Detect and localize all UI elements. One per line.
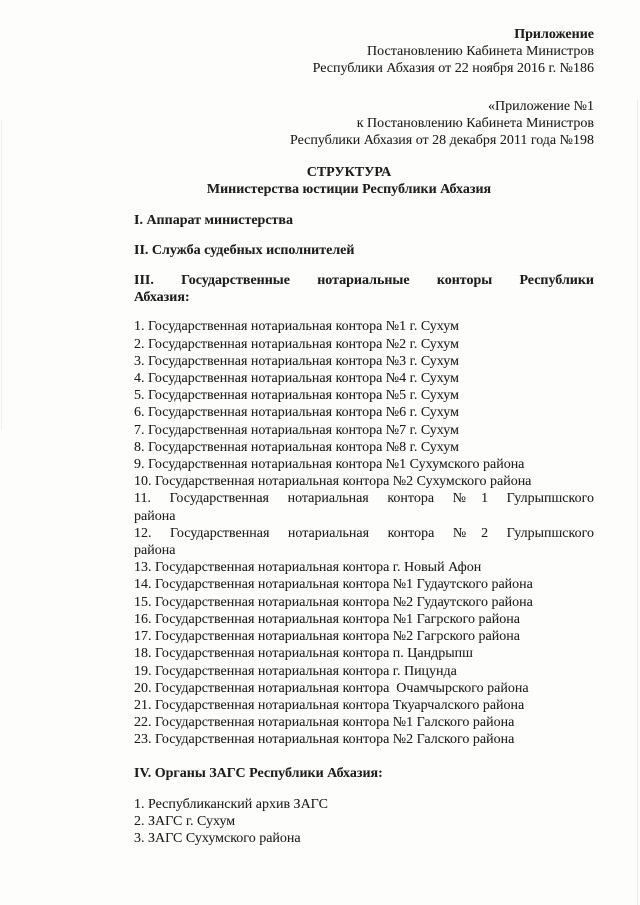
notary-office-item-continuation: района — [134, 508, 176, 524]
notary-office-item: 8. Государственная нотариальная контора №8 г. Сухум — [134, 439, 459, 455]
annex-2011-line: к Постановлению Кабинета Министров — [356, 115, 594, 131]
notary-office-item: 3. Государственная нотариальная контора №3 г. Сухум — [134, 353, 459, 369]
scan-artifact-line-left — [1, 120, 2, 430]
notary-office-item: 14. Государственная нотариальная контора №1 Гудаутского района — [134, 577, 533, 593]
notary-office-item: 7. Государственная нотариальная контора №7 г. Сухум — [134, 422, 459, 438]
notary-office-item: 21. Государственная нотариальная контора Ткуарчалского района — [134, 697, 525, 713]
annex-2011-header — [134, 98, 594, 150]
notary-office-item: 15. Государственная нотариальная контора №2 Гудаутского района — [134, 594, 533, 610]
annex-2016-line: Приложение — [514, 27, 594, 42]
notary-office-item: 22. Государственная нотариальная контора №1 Галского района — [134, 715, 515, 731]
notary-office-item: 23. Государственная нотариальная контора №2 Галского района — [134, 732, 515, 748]
zags-item: 2. ЗАГС г. Сухум — [134, 813, 236, 829]
annex-2011-line: «Приложение №1 — [488, 98, 594, 114]
section-heading-apparat: I. Аппарат министерства — [134, 212, 293, 228]
notary-office-item: 6. Государственная нотариальная контора №6 г. Сухум — [134, 405, 459, 421]
zags-list — [134, 796, 594, 848]
document-title-line2: Министерства юстиции Республики Абхазия — [206, 182, 492, 198]
notary-office-item: 2. Государственная нотариальная контора №2 г. Сухум — [134, 336, 459, 352]
notary-office-item: 13. Государственная нотариальная контора г. Новый Афон — [134, 560, 482, 576]
annex-2011-line: Республики Абхазия от 28 декабря 2011 года №198 — [289, 133, 594, 149]
annex-2016-line: Постановлению Кабинета Министров — [367, 44, 594, 60]
section-heading-bailiffs: II. Служба судебных исполнителей — [134, 242, 355, 258]
section-bailiffs — [134, 242, 594, 259]
notary-office-item: 12. Государственная нотариальная контора №2 Гулрыпшского — [134, 525, 594, 541]
notary-office-item: 5. Государственная нотариальная контора №5 г. Сухум — [134, 388, 459, 404]
notary-office-item: 10. Государственная нотариальная контора №2 Сухумского района — [134, 474, 532, 490]
section-heading-zags: IV. Органы ЗАГС Республики Абхазия: — [134, 765, 383, 781]
notary-office-list — [134, 318, 594, 748]
scan-artifact-line-right — [637, 100, 638, 905]
section-zags-heading — [134, 765, 594, 782]
notary-office-item: 20. Государственная нотариальная контора Очамчырского района — [134, 680, 529, 696]
section-apparat — [134, 212, 594, 229]
notary-office-item: 16. Государственная нотариальная контора №1 Гагрского района — [134, 611, 520, 627]
document-title — [134, 164, 594, 198]
notary-office-item: 4. Государственная нотариальная контора №4 г. Сухум — [134, 371, 459, 387]
notary-office-item: 17. Государственная нотариальная контора №2 Гагрского района — [134, 629, 520, 645]
zags-item: 3. ЗАГС Сухумского района — [134, 831, 301, 847]
annex-2016-header — [134, 26, 594, 78]
section-heading-notary-line1: III. Государственные нотариальные конторы Республики — [134, 273, 594, 289]
zags-item: 1. Республиканский архив ЗАГС — [134, 796, 328, 812]
notary-office-item: 18. Государственная нотариальная контора п. Цандрыпш — [134, 646, 473, 662]
notary-office-item: 19. Государственная нотариальная контора г. Пицунда — [134, 663, 457, 679]
notary-office-item: 9. Государственная нотариальная контора №1 Сухумского района — [134, 457, 525, 473]
document-title-line1: СТРУКТУРА — [306, 165, 392, 181]
notary-office-item: 1. Государственная нотариальная контора №1 г. Сухум — [134, 319, 459, 335]
section-heading-notary-line2: Абхазия: — [134, 290, 190, 306]
section-notary-heading — [134, 272, 594, 306]
notary-office-item: 11. Государственная нотариальная контора №1 Гулрыпшского — [134, 491, 594, 507]
annex-2016-line: Республики Абхазия от 22 ноября 2016 г. №186 — [312, 61, 594, 77]
notary-office-item-continuation: района — [134, 543, 176, 559]
